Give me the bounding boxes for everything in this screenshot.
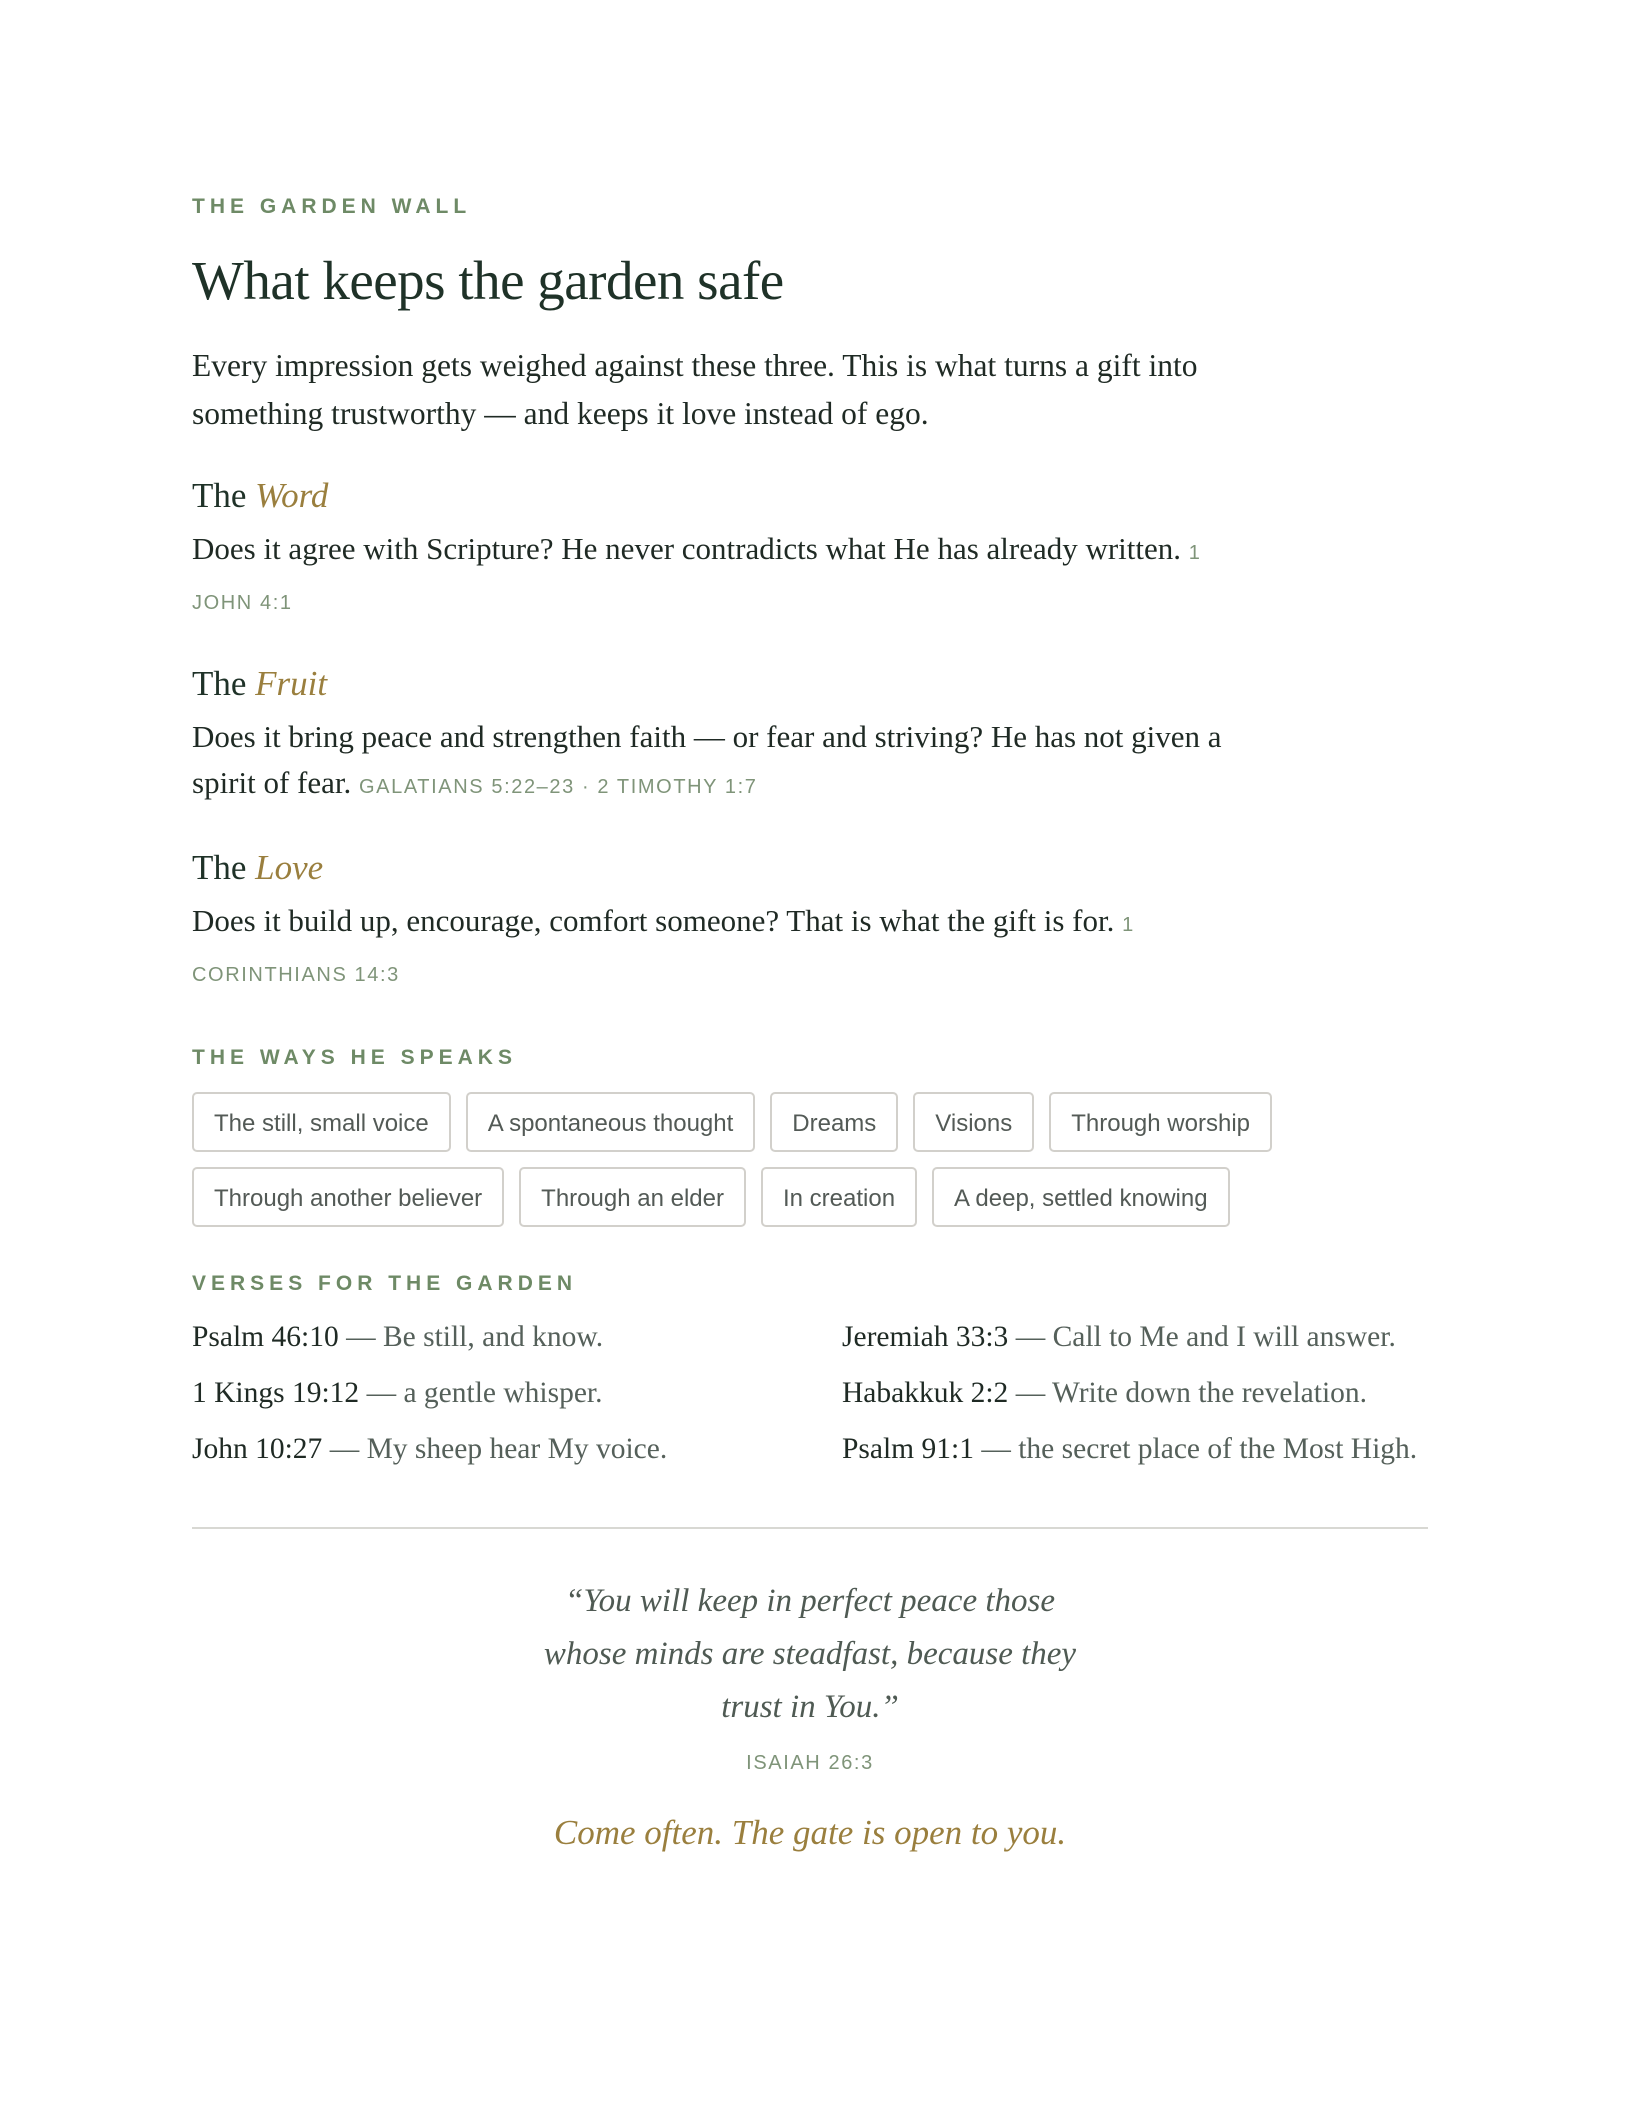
verse-text: — a gentle whisper. [359, 1377, 603, 1409]
quote-reference: ISAIAH 26:3 [746, 1752, 874, 1774]
way-chip: A deep, settled knowing [932, 1167, 1230, 1227]
verse-text: — Call to Me and I will answer. [1008, 1321, 1396, 1353]
way-chip: Through worship [1049, 1092, 1272, 1152]
test-title-accent: Fruit [255, 664, 328, 703]
test-body-text: Does it agree with Scripture? He never contradicts what He has already written. [192, 531, 1182, 566]
ways-chip-list [192, 1092, 1312, 1227]
verse-item [842, 1372, 1442, 1414]
verse-reference: Psalm 46:10 [192, 1321, 339, 1353]
verse-item [192, 1316, 842, 1358]
verse-item [192, 1428, 842, 1470]
closing-quote-block [192, 1575, 1428, 1855]
test-fruit [192, 662, 1442, 810]
way-chip: In creation [761, 1167, 917, 1227]
test-love [192, 846, 1442, 998]
test-body [192, 526, 1262, 626]
test-word [192, 474, 1442, 626]
verse-item [842, 1316, 1442, 1358]
verses-label: VERSES FOR THE GARDEN [192, 1272, 578, 1295]
verse-text: — the secret place of the Most High. [973, 1433, 1418, 1465]
verse-item [842, 1428, 1442, 1470]
way-chip: The still, small voice [192, 1092, 451, 1152]
intro-paragraph: Every impression gets weighed against these three. This is what turns a gift into something trustworthy — and keeps it love instead of ego. [192, 348, 1198, 431]
test-title-prefix: The [192, 848, 247, 887]
section-eyebrow: THE GARDEN WALL [192, 195, 472, 218]
test-body-text: Does it bring peace and strengthen faith — or fear and striving? He has not given a spirit of fear. [192, 719, 1222, 800]
scripture-quote: “You will keep in perfect peace those whose minds are steadfast, because they trust in You.” [543, 1583, 1077, 1725]
verse-text: — Write down the revelation. [1008, 1377, 1368, 1409]
test-title [192, 474, 1442, 518]
section-divider [192, 1527, 1428, 1529]
test-body [192, 898, 1262, 998]
ways-label: THE WAYS HE SPEAKS [192, 1046, 517, 1069]
way-chip: Visions [913, 1092, 1034, 1152]
test-body-text: Does it build up, encourage, comfort someone? That is what the gift is for. [192, 903, 1115, 938]
test-title-prefix: The [192, 476, 247, 515]
scripture-reference: GALATIANS 5:22–23 · 2 TIMOTHY 1:7 [359, 776, 758, 798]
scripture-reference: 1 CORINTHIANS 14:3 [192, 914, 1135, 986]
verse-item [192, 1372, 842, 1414]
verses-grid [192, 1316, 1442, 1470]
verse-reference: Jeremiah 33:3 [842, 1321, 1009, 1353]
test-title-accent: Word [255, 476, 329, 515]
verse-reference: Psalm 91:1 [842, 1433, 974, 1465]
verse-reference: 1 Kings 19:12 [192, 1377, 360, 1409]
verse-text: — Be still, and know. [338, 1321, 604, 1353]
way-chip: Dreams [770, 1092, 898, 1152]
verse-reference: John 10:27 [192, 1433, 323, 1465]
closing-line: Come often. The gate is open to you. [553, 1813, 1067, 1852]
scripture-reference: 1 JOHN 4:1 [192, 542, 1202, 614]
test-title [192, 662, 1442, 706]
verse-text: — My sheep hear My voice. [322, 1433, 668, 1465]
test-body [192, 714, 1262, 810]
way-chip: Through an elder [519, 1167, 746, 1227]
test-title [192, 846, 1442, 890]
test-title-prefix: The [192, 664, 247, 703]
way-chip: A spontaneous thought [466, 1092, 756, 1152]
page-title: What keeps the garden safe [192, 250, 784, 311]
way-chip: Through another believer [192, 1167, 504, 1227]
garden-wall-section [192, 195, 1442, 1855]
test-title-accent: Love [255, 848, 324, 887]
verse-reference: Habakkuk 2:2 [842, 1377, 1009, 1409]
